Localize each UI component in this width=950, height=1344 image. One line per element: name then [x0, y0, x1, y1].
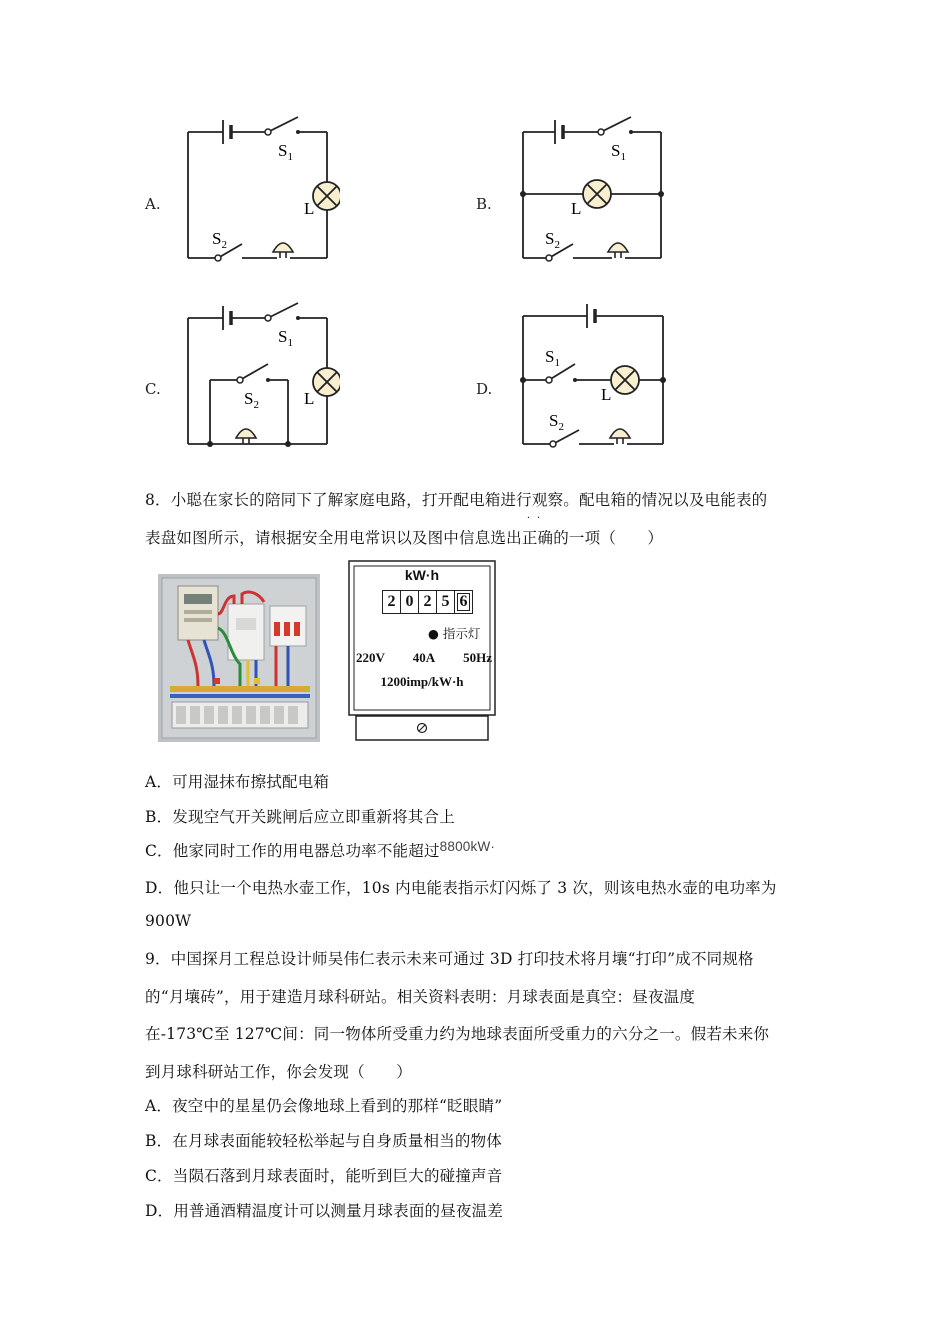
- q8-option-d-line-2: 900W: [145, 912, 192, 930]
- q8-stem-post: 的一项（ ）: [553, 529, 664, 547]
- meter-digit: 2: [382, 590, 400, 614]
- switch-s1-label: $S_1$: [545, 347, 560, 369]
- meter-ratings: [356, 650, 492, 666]
- q9-stem-line-2: 的“月壤砖”，用于建造月球科研站。相关资料表明：月球表面是真空：昼夜温度: [145, 988, 696, 1006]
- circuit-diagram-a: [180, 112, 340, 272]
- meter-current: 40A: [412, 650, 436, 665]
- lamp-icon: [611, 366, 639, 394]
- energy-meter: [348, 560, 496, 742]
- lamp-label: L: [571, 199, 582, 218]
- q8-option-b: B．发现空气开关跳闸后应立即重新将其合上: [145, 808, 455, 826]
- q9-stem-line-4: 到月球科研站工作，你会发现（ ）: [145, 1063, 412, 1081]
- switch-s1-label: $S_1$: [278, 141, 293, 163]
- distribution-box-photo: [158, 574, 320, 742]
- lamp-icon: [313, 368, 340, 396]
- circuit-c-letter: C.: [145, 380, 161, 398]
- meter-digits: [382, 590, 473, 614]
- emphasis-dots: ··: [526, 513, 548, 524]
- lamp-label: L: [304, 199, 315, 218]
- q8-option-a: A．可用湿抹布擦拭配电箱: [145, 773, 330, 791]
- q9-option-a: A．夜空中的星星仍会像地球上看到的那样“眨眼睛”: [145, 1097, 503, 1115]
- switch-s2-label: $S_2$: [545, 229, 560, 251]
- circuit-diagram-b: [515, 112, 675, 272]
- meter-voltage: 220V: [356, 650, 385, 665]
- q8-option-c-text: C．他家同时工作的用电器总功率不能超过: [145, 842, 440, 860]
- lamp-icon: [313, 182, 340, 210]
- meter-indicator-label: ● 指示灯: [428, 626, 481, 641]
- q8-option-c: [145, 839, 495, 861]
- circuit-b-letter: B.: [476, 195, 492, 213]
- meter-digit: 0: [400, 590, 418, 614]
- meter-digit: 5: [436, 590, 454, 614]
- circuit-d-letter: D.: [476, 380, 493, 398]
- meter-impulse-constant: 1200imp/kW·h: [380, 674, 464, 689]
- switch-s2-label: $S_2$: [212, 229, 227, 251]
- q8-emphasis-text: 正确: [521, 529, 554, 547]
- bell-icon: [608, 243, 628, 258]
- switch-s1-label: $S_1$: [611, 141, 626, 163]
- circuit-diagram-d: [515, 298, 675, 458]
- q9-stem-line-3: 在-173℃至 127℃间：同一物体所受重力约为地球表面所受重力的六分之一。假若未来你: [145, 1025, 770, 1043]
- circuit-a-letter: A.: [145, 195, 161, 213]
- bell-icon: [273, 243, 293, 258]
- switch-s2-label: $S_2$: [244, 389, 259, 411]
- switch-s2-label: $S_2$: [549, 411, 564, 433]
- q8-stem-line-2: [145, 513, 664, 548]
- switch-s1-label: $S_1$: [278, 327, 293, 349]
- q9-option-c: C．当陨石落到月球表面时，能听到巨大的碰撞声音: [145, 1167, 503, 1185]
- q8-stem-line-1: 8．小聪在家长的陪同下了解家庭电路，打开配电箱进行观察。配电箱的情况以及电能表的: [145, 491, 768, 509]
- lamp-label: L: [601, 385, 612, 404]
- meter-unit: kW·h: [404, 567, 440, 583]
- q8-emphasis: [521, 513, 554, 548]
- q9-option-d: D．用普通酒精温度计可以测量月球表面的昼夜温差: [145, 1202, 504, 1220]
- meter-frequency: 50Hz: [463, 650, 492, 665]
- q8-option-c-value: 8800kW·: [439, 839, 496, 854]
- q8-option-d-line-1: D．他只让一个电热水壶工作，10s 内电能表指示灯闪烁了 3 次，则该电热水壶的电功率为: [145, 879, 777, 897]
- bell-icon: [236, 429, 256, 444]
- q9-stem-line-1: 9．中国探月工程总设计师吴伟仁表示未来可通过 3D 打印技术将月壤“打印”成不同规格: [145, 950, 754, 968]
- meter-digit-decimal: 6: [454, 590, 473, 614]
- q9-option-b: B．在月球表面能较轻松举起与自身质量相当的物体: [145, 1132, 502, 1150]
- lamp-label: L: [304, 389, 315, 408]
- circuit-diagram-c: [180, 298, 340, 458]
- bell-icon: [610, 429, 630, 444]
- lamp-icon: [583, 180, 611, 208]
- meter-digit: 2: [418, 590, 436, 614]
- q8-stem-pre: 表盘如图所示，请根据安全用电常识以及图中信息选出: [145, 529, 522, 547]
